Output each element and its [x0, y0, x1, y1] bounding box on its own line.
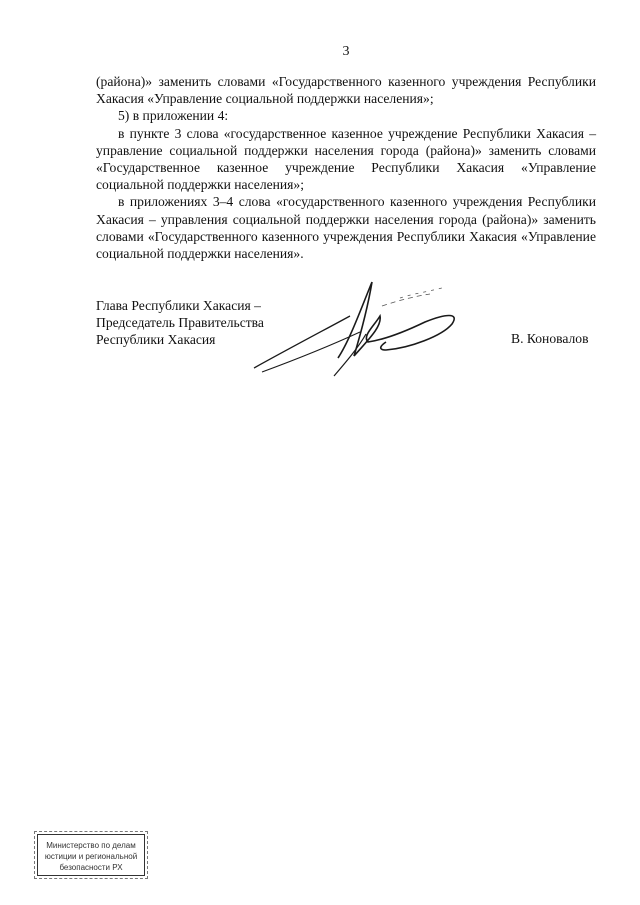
signatory-title-line: Глава Республики Хакасия – [96, 298, 261, 313]
paragraph-appendix-4: 5) в приложении 4: [118, 108, 229, 124]
registration-stamp [37, 834, 145, 876]
signatory-title [96, 297, 264, 348]
stamp-line: безопасности РХ [59, 863, 123, 872]
signatory-title-line: Председатель Правительства [96, 315, 264, 330]
stamp-line: Министерство по делам [46, 841, 136, 850]
paragraph-continuation: (района)» заменить словами «Государственного казенного учреждения Республики Хакасия «Управление социальной поддержки населения»; [96, 74, 596, 107]
signatory-title-line: Республики Хакасия [96, 332, 216, 347]
paragraph-item-3: в пункте 3 слова «государственное казенное учреждение Республики Хакасия – управление социальной поддержки населения города (района)» заменить словами «Государственное казенное учреждение Республики Хакасия «Управление социальной поддержки населения»; [96, 125, 596, 193]
page-number: 3 [342, 44, 350, 59]
handwritten-signature [250, 276, 470, 386]
document-body [96, 73, 596, 262]
paragraph-appendices-3-4: в приложениях 3–4 слова «государственного казенного учреждения Республики Хакасия – управления социальной поддержки населения города (района)» заменить словами «Государственного казенного учреждения Республики Хакасия «Управление социальной поддержки населения». [96, 194, 596, 262]
signer-name: В. Коновалов [511, 331, 589, 346]
stamp-line: юстиции и региональной [44, 852, 138, 861]
